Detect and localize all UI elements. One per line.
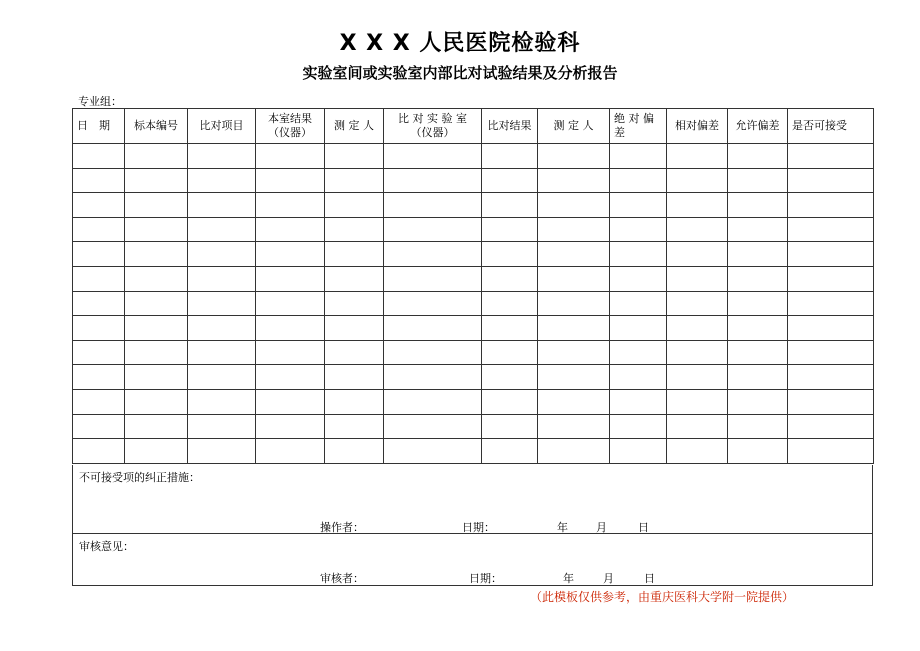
col-header-item: 比对项目 <box>188 109 256 144</box>
table-row <box>73 340 874 365</box>
table-cell[interactable] <box>125 193 188 218</box>
table-cell[interactable] <box>728 242 788 267</box>
table-cell[interactable] <box>256 340 325 365</box>
col-header-acceptable: 是否可接受 <box>788 109 874 144</box>
operator-label: 操作者： <box>320 521 364 534</box>
table-cell[interactable] <box>125 266 188 291</box>
table-cell[interactable] <box>256 291 325 316</box>
table-header-row <box>73 109 874 144</box>
table-cell[interactable] <box>482 365 538 390</box>
table-cell[interactable] <box>256 168 325 193</box>
table-cell[interactable] <box>728 414 788 439</box>
table-cell[interactable] <box>188 193 256 218</box>
table-cell[interactable] <box>610 414 667 439</box>
table-cell[interactable] <box>610 144 667 169</box>
table-cell[interactable] <box>188 439 256 464</box>
table-cell[interactable] <box>538 365 610 390</box>
table-cell[interactable] <box>482 389 538 414</box>
table-cell[interactable] <box>125 316 188 341</box>
table-cell[interactable] <box>73 414 125 439</box>
table-cell[interactable] <box>610 266 667 291</box>
table-cell[interactable] <box>384 414 482 439</box>
table-cell[interactable] <box>788 316 874 341</box>
col-header-date: 日 期 <box>73 109 125 144</box>
page-title: X X X 人民医院检验科 <box>339 31 581 56</box>
table-cell[interactable] <box>788 168 874 193</box>
table-cell[interactable] <box>788 389 874 414</box>
table-row <box>73 365 874 390</box>
table-cell[interactable] <box>728 266 788 291</box>
table-cell[interactable] <box>610 242 667 267</box>
table-cell[interactable] <box>667 168 728 193</box>
table-cell[interactable] <box>73 365 125 390</box>
table-cell[interactable] <box>610 193 667 218</box>
corrective-month-label: 月 <box>596 521 607 534</box>
table-cell[interactable] <box>538 242 610 267</box>
table-cell[interactable] <box>384 242 482 267</box>
table-cell[interactable] <box>610 168 667 193</box>
table-cell[interactable] <box>256 389 325 414</box>
table-cell[interactable] <box>538 193 610 218</box>
table-cell[interactable] <box>73 217 125 242</box>
table-cell[interactable] <box>188 291 256 316</box>
table-cell[interactable] <box>667 144 728 169</box>
table-cell[interactable] <box>482 217 538 242</box>
table-cell[interactable] <box>610 439 667 464</box>
table-cell[interactable] <box>384 291 482 316</box>
table-cell[interactable] <box>788 266 874 291</box>
reviewer-label: 审核者： <box>320 572 364 585</box>
table-cell[interactable] <box>667 217 728 242</box>
table-cell[interactable] <box>384 193 482 218</box>
table-cell[interactable] <box>667 389 728 414</box>
col-header-compare-lab: 比 对 实 验 室 （仪器） <box>384 109 482 144</box>
table-cell[interactable] <box>667 242 728 267</box>
col-header-sample-no: 标本编号 <box>125 109 188 144</box>
table-cell[interactable] <box>325 365 384 390</box>
table-row <box>73 193 874 218</box>
table-cell[interactable] <box>538 316 610 341</box>
table-cell[interactable] <box>73 266 125 291</box>
table-cell[interactable] <box>667 340 728 365</box>
group-label: 专业组： <box>78 95 122 108</box>
table-cell[interactable] <box>788 242 874 267</box>
table-cell[interactable] <box>788 340 874 365</box>
table-row <box>73 168 874 193</box>
table-cell[interactable] <box>325 242 384 267</box>
col-header-tester-2: 测 定 人 <box>538 109 610 144</box>
col-header-compare-result: 比对结果 <box>482 109 538 144</box>
table-cell[interactable] <box>728 389 788 414</box>
table-cell[interactable] <box>73 144 125 169</box>
table-cell[interactable] <box>125 389 188 414</box>
table-cell[interactable] <box>188 414 256 439</box>
table-cell[interactable] <box>188 242 256 267</box>
table-cell[interactable] <box>788 291 874 316</box>
footer-note: （此模板仅供参考，由重庆医科大学附一院提供） <box>530 590 795 604</box>
table-cell[interactable] <box>325 266 384 291</box>
table-cell[interactable] <box>538 168 610 193</box>
table-row <box>73 266 874 291</box>
table-cell[interactable] <box>325 389 384 414</box>
table-cell[interactable] <box>125 291 188 316</box>
table-cell[interactable] <box>482 414 538 439</box>
table-cell[interactable] <box>256 439 325 464</box>
table-cell[interactable] <box>125 340 188 365</box>
table-cell[interactable] <box>610 291 667 316</box>
table-cell[interactable] <box>482 168 538 193</box>
table-cell[interactable] <box>325 439 384 464</box>
table-cell[interactable] <box>788 144 874 169</box>
table-cell[interactable] <box>538 291 610 316</box>
table-cell[interactable] <box>667 439 728 464</box>
table-cell[interactable] <box>188 365 256 390</box>
table-cell[interactable] <box>384 365 482 390</box>
table-cell[interactable] <box>728 291 788 316</box>
table-cell[interactable] <box>256 365 325 390</box>
review-month-label: 月 <box>603 572 614 585</box>
table-cell[interactable] <box>728 439 788 464</box>
table-cell[interactable] <box>728 217 788 242</box>
review-opinion-label: 审核意见： <box>79 540 134 553</box>
table-cell[interactable] <box>384 439 482 464</box>
col-header-allowed-deviation: 允许偏差 <box>728 109 788 144</box>
page-subtitle: 实验室间或实验室内部比对试验结果及分析报告 <box>302 64 618 82</box>
corrective-date-label: 日期： <box>462 521 495 534</box>
table-cell[interactable] <box>482 242 538 267</box>
table-cell[interactable] <box>125 217 188 242</box>
table-cell[interactable] <box>125 414 188 439</box>
col-header-rel-deviation: 相对偏差 <box>667 109 728 144</box>
col-header-abs-deviation: 绝 对 偏 差 <box>610 109 667 144</box>
table-cell[interactable] <box>482 144 538 169</box>
table-cell[interactable] <box>325 316 384 341</box>
table-cell[interactable] <box>384 316 482 341</box>
table-cell[interactable] <box>538 389 610 414</box>
table-cell[interactable] <box>73 389 125 414</box>
corrective-action-label: 不可接受项的纠正措施： <box>79 471 200 484</box>
table-cell[interactable] <box>538 144 610 169</box>
comparison-table <box>72 108 874 464</box>
table-cell[interactable] <box>384 168 482 193</box>
table-cell[interactable] <box>788 217 874 242</box>
table-cell[interactable] <box>188 389 256 414</box>
table-cell[interactable] <box>482 291 538 316</box>
notes-divider <box>73 533 872 534</box>
table-row <box>73 439 874 464</box>
table-cell[interactable] <box>73 168 125 193</box>
table-cell[interactable] <box>125 439 188 464</box>
table-cell[interactable] <box>125 144 188 169</box>
table-cell[interactable] <box>325 340 384 365</box>
table-cell[interactable] <box>325 193 384 218</box>
table-cell[interactable] <box>538 414 610 439</box>
table-cell[interactable] <box>667 193 728 218</box>
table-cell[interactable] <box>73 193 125 218</box>
review-day-label: 日 <box>644 572 655 585</box>
table-cell[interactable] <box>667 365 728 390</box>
table-cell[interactable] <box>788 193 874 218</box>
table-cell[interactable] <box>384 340 482 365</box>
table-row <box>73 144 874 169</box>
table-cell[interactable] <box>728 316 788 341</box>
table-row <box>73 389 874 414</box>
corrective-day-label: 日 <box>638 521 649 534</box>
table-cell[interactable] <box>728 340 788 365</box>
table-row <box>73 414 874 439</box>
table-cell[interactable] <box>482 439 538 464</box>
corrective-year-label: 年 <box>557 521 568 534</box>
table-row <box>73 316 874 341</box>
table-cell[interactable] <box>384 389 482 414</box>
table-cell[interactable] <box>256 266 325 291</box>
table-cell[interactable] <box>610 217 667 242</box>
table-row <box>73 242 874 267</box>
table-cell[interactable] <box>256 414 325 439</box>
table-cell[interactable] <box>325 217 384 242</box>
table-cell[interactable] <box>188 168 256 193</box>
table-cell[interactable] <box>728 144 788 169</box>
table-cell[interactable] <box>482 193 538 218</box>
table-cell[interactable] <box>73 439 125 464</box>
table-cell[interactable] <box>325 168 384 193</box>
table-cell[interactable] <box>667 291 728 316</box>
table-cell[interactable] <box>482 316 538 341</box>
table-cell[interactable] <box>325 414 384 439</box>
table-cell[interactable] <box>482 340 538 365</box>
table-cell[interactable] <box>667 316 728 341</box>
table-cell[interactable] <box>538 439 610 464</box>
table-cell[interactable] <box>73 340 125 365</box>
table-cell[interactable] <box>73 291 125 316</box>
table-cell[interactable] <box>256 144 325 169</box>
col-header-tester: 测 定 人 <box>325 109 384 144</box>
table-cell[interactable] <box>325 291 384 316</box>
table-cell[interactable] <box>384 266 482 291</box>
table-cell[interactable] <box>788 414 874 439</box>
col-header-own-result: 本室结果 （仪器） <box>256 109 325 144</box>
table-cell[interactable] <box>788 439 874 464</box>
table-cell[interactable] <box>538 266 610 291</box>
table-cell[interactable] <box>256 242 325 267</box>
table-row <box>73 217 874 242</box>
table-cell[interactable] <box>667 414 728 439</box>
table-cell[interactable] <box>610 316 667 341</box>
table-cell[interactable] <box>188 266 256 291</box>
table-cell[interactable] <box>188 144 256 169</box>
table-cell[interactable] <box>610 365 667 390</box>
table-cell[interactable] <box>384 217 482 242</box>
table-cell[interactable] <box>256 193 325 218</box>
table-cell[interactable] <box>482 266 538 291</box>
table-cell[interactable] <box>73 242 125 267</box>
table-cell[interactable] <box>538 340 610 365</box>
table-cell[interactable] <box>188 340 256 365</box>
table-cell[interactable] <box>125 365 188 390</box>
table-cell[interactable] <box>610 389 667 414</box>
table-cell[interactable] <box>188 316 256 341</box>
table-cell[interactable] <box>325 144 384 169</box>
table-row <box>73 291 874 316</box>
table-cell[interactable] <box>256 217 325 242</box>
table-cell[interactable] <box>728 365 788 390</box>
table-cell[interactable] <box>538 217 610 242</box>
table-cell[interactable] <box>728 193 788 218</box>
table-cell[interactable] <box>667 266 728 291</box>
review-year-label: 年 <box>563 572 574 585</box>
table-cell[interactable] <box>728 168 788 193</box>
table-cell[interactable] <box>188 217 256 242</box>
table-cell[interactable] <box>788 365 874 390</box>
notes-section <box>72 465 873 586</box>
table-cell[interactable] <box>125 168 188 193</box>
review-date-label: 日期： <box>469 572 502 585</box>
table-cell[interactable] <box>384 144 482 169</box>
table-cell[interactable] <box>125 242 188 267</box>
table-cell[interactable] <box>73 316 125 341</box>
table-cell[interactable] <box>610 340 667 365</box>
table-cell[interactable] <box>256 316 325 341</box>
